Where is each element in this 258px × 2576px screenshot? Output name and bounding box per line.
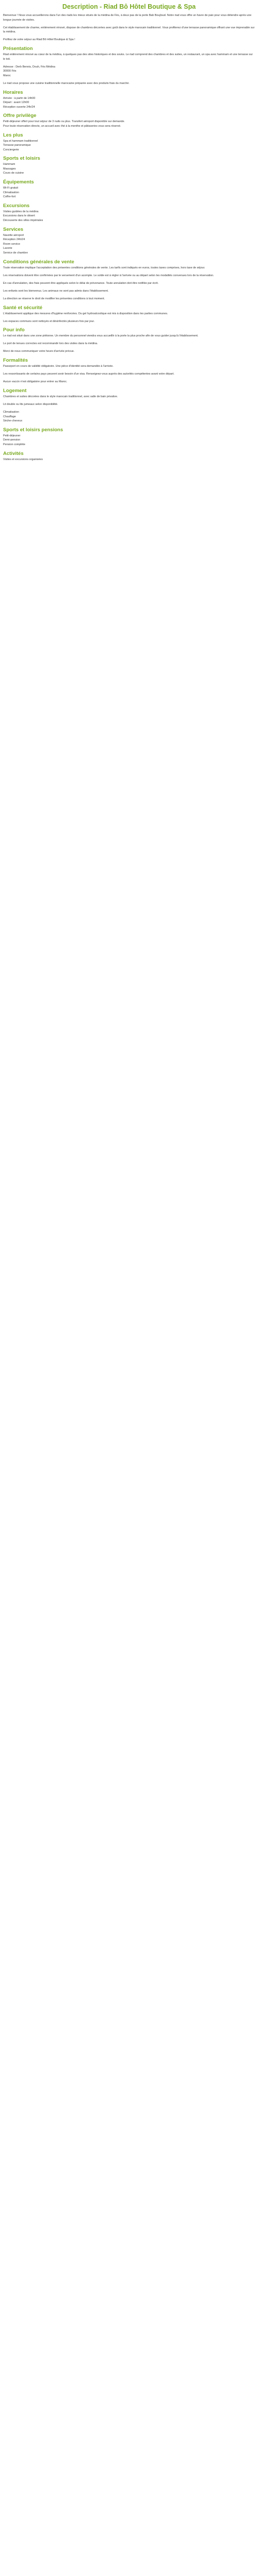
section-paragraph: Navette aéroport Réception 24h/24 Room service Laverie Service de chambre [3, 233, 28, 255]
section-heading: Horaires [3, 89, 23, 95]
page [0, 0, 258, 470]
section-heading: Services [3, 226, 24, 232]
section-paragraph: Petit-déjeuner Demi-pension Pension complète [3, 434, 25, 446]
section-paragraph: Petit-déjeuner offert pour tout séjour de 3 nuits ou plus. Transfert aéroport disponible sur demande. Pour toute réservation directe, un accueil avec thé à la menthe et pâtisseries vous sera réservé. [3, 120, 125, 128]
section-paragraph: Merci de nous communiquer votre heure d'arrivée prévue. [3, 350, 75, 353]
section [3, 13, 255, 42]
section-heading: Santé et sécurité [3, 304, 43, 311]
section [3, 451, 255, 462]
section-paragraph: Hammam Massages Cours de cuisine [3, 163, 24, 175]
section-paragraph: Passeport en cours de validité obligatoire. Une pièce d'identité sera demandée à l'arrivée. [3, 365, 114, 368]
section-heading: Équipements [3, 179, 34, 185]
page-title: Description - Riad Bô Hôtel Boutique & Spa [62, 3, 196, 10]
section-paragraph: Bienvenue ! Nous vous accueillerons dans l'un des riads les mieux situés de la médina de Fès, à deux pas de la porte Bab Boujloud. Notre riad vous offre un havre de paix pour vous détendre après une longue journée de visites. [3, 14, 252, 22]
section [3, 358, 255, 384]
section-paragraph: Cet établissement de charme, entièrement rénové, dispose de chambres décorées avec goût dans le style marocain traditionnel. Vous profiterez d'une terrasse panoramique offrant une vue imprenable sur la médina. [3, 26, 255, 34]
section-heading: Formalités [3, 358, 28, 364]
section-paragraph: Spa et hammam traditionnel Terrasse panoramique Conciergerie [3, 139, 38, 151]
section [3, 227, 255, 256]
section-paragraph: Les enfants sont les bienvenus. Les animaux ne sont pas admis dans l'établissement. [3, 289, 109, 293]
section-paragraph: Les ressortissants de certains pays peuvent avoir besoin d'un visa. Renseignez-vous auprès des autorités compétentes avant votre départ. [3, 372, 174, 376]
section-paragraph: Visites guidées de la médina Excursions dans le désert Découverte des villes impériales [3, 210, 43, 223]
section-paragraph: Les espaces communs sont nettoyés et désinfectés plusieurs fois par jour. [3, 319, 95, 323]
section-paragraph: La direction se réserve le droit de modifier les présentes conditions à tout moment. [3, 297, 105, 300]
section-heading: Excursions [3, 202, 30, 209]
section-heading: Pour info [3, 327, 25, 333]
section [3, 327, 255, 354]
section-heading: Conditions générales de vente [3, 259, 74, 265]
section [3, 90, 255, 110]
section-paragraph: Arrivée : à partir de 14h00 Départ : avant 12h00 Réception ouverte 24h/24 [3, 96, 36, 109]
section-paragraph: Le riad vous propose une cuisine traditionnelle marocaine préparée avec des produits frais du marché. [3, 81, 130, 85]
section-paragraph: Lit double ou lits jumeaux selon disponibilité. [3, 402, 58, 406]
section [3, 388, 255, 423]
section-heading: Sports et loisirs pensions [3, 427, 63, 433]
section-heading: Offre privilège [3, 113, 37, 119]
section-heading: Présentation [3, 45, 33, 52]
section-paragraph: En cas d'annulation, des frais peuvent être appliqués selon le délai de prévenance. Toute annulation doit être notifiée par écrit. [3, 281, 159, 285]
section-paragraph: Riad entièrement rénové au cœur de la médina, à quelques pas des sites historiques et des souks. Le riad comprend des chambres et des suites, un restaurant, un spa avec hammam et une terrasse sur le toit. [3, 53, 253, 61]
section-heading: Les plus [3, 132, 23, 138]
section-paragraph: Toute réservation implique l'acceptation des présentes conditions générales de vente. Les tarifs sont indiqués en euros, toutes taxes comprises, hors taxe de séjour. [3, 266, 205, 269]
section [3, 427, 255, 447]
section-paragraph: Les réservations doivent être confirmées par le versement d'un acompte. Le solde est à régler à l'arrivée ou au départ selon les modalités convenues lors de la réservation. [3, 274, 214, 277]
section-heading: Logement [3, 387, 27, 394]
section-paragraph: Le riad est situé dans une zone piétonne. Un membre du personnel viendra vous accueillir à la porte la plus proche afin de vous guider jusqu'à l'établissement. [3, 334, 199, 338]
section [3, 132, 255, 152]
section [3, 305, 255, 324]
section-paragraph: Profitez de votre séjour au Riad Bô Hôtel Boutique & Spa ! [3, 38, 75, 42]
content [3, 13, 255, 462]
section-paragraph: Le port de tenues correctes est recommandé lors des visites dans la médina. [3, 342, 98, 346]
section-paragraph: Wi-Fi gratuit Climatisation Coffre-fort [3, 187, 19, 199]
section-paragraph: Visites et excursions organisées [3, 457, 43, 461]
section [3, 203, 255, 223]
section-heading: Sports et loisirs [3, 156, 40, 162]
section-paragraph: Adresse : Derb Bennis, Douh, Fès Médina 30000 Fès Maroc [3, 65, 55, 77]
section-paragraph: Chambres et suites décorées dans le style marocain traditionnel, avec salle de bain privative. [3, 395, 118, 398]
section-heading: Activités [3, 450, 24, 456]
section [3, 113, 255, 128]
section [3, 179, 255, 199]
section [3, 46, 255, 86]
section-paragraph: Aucun vaccin n'est obligatoire pour entrer au Maroc. [3, 380, 68, 384]
section [3, 259, 255, 301]
section-paragraph: Climatisation Chauffage Sèche-cheveux [3, 411, 23, 423]
section [3, 156, 255, 176]
section-paragraph: L'établissement applique des mesures d'hygiène renforcées. Du gel hydroalcoolique est mis à disposition dans les parties communes. [3, 312, 168, 315]
